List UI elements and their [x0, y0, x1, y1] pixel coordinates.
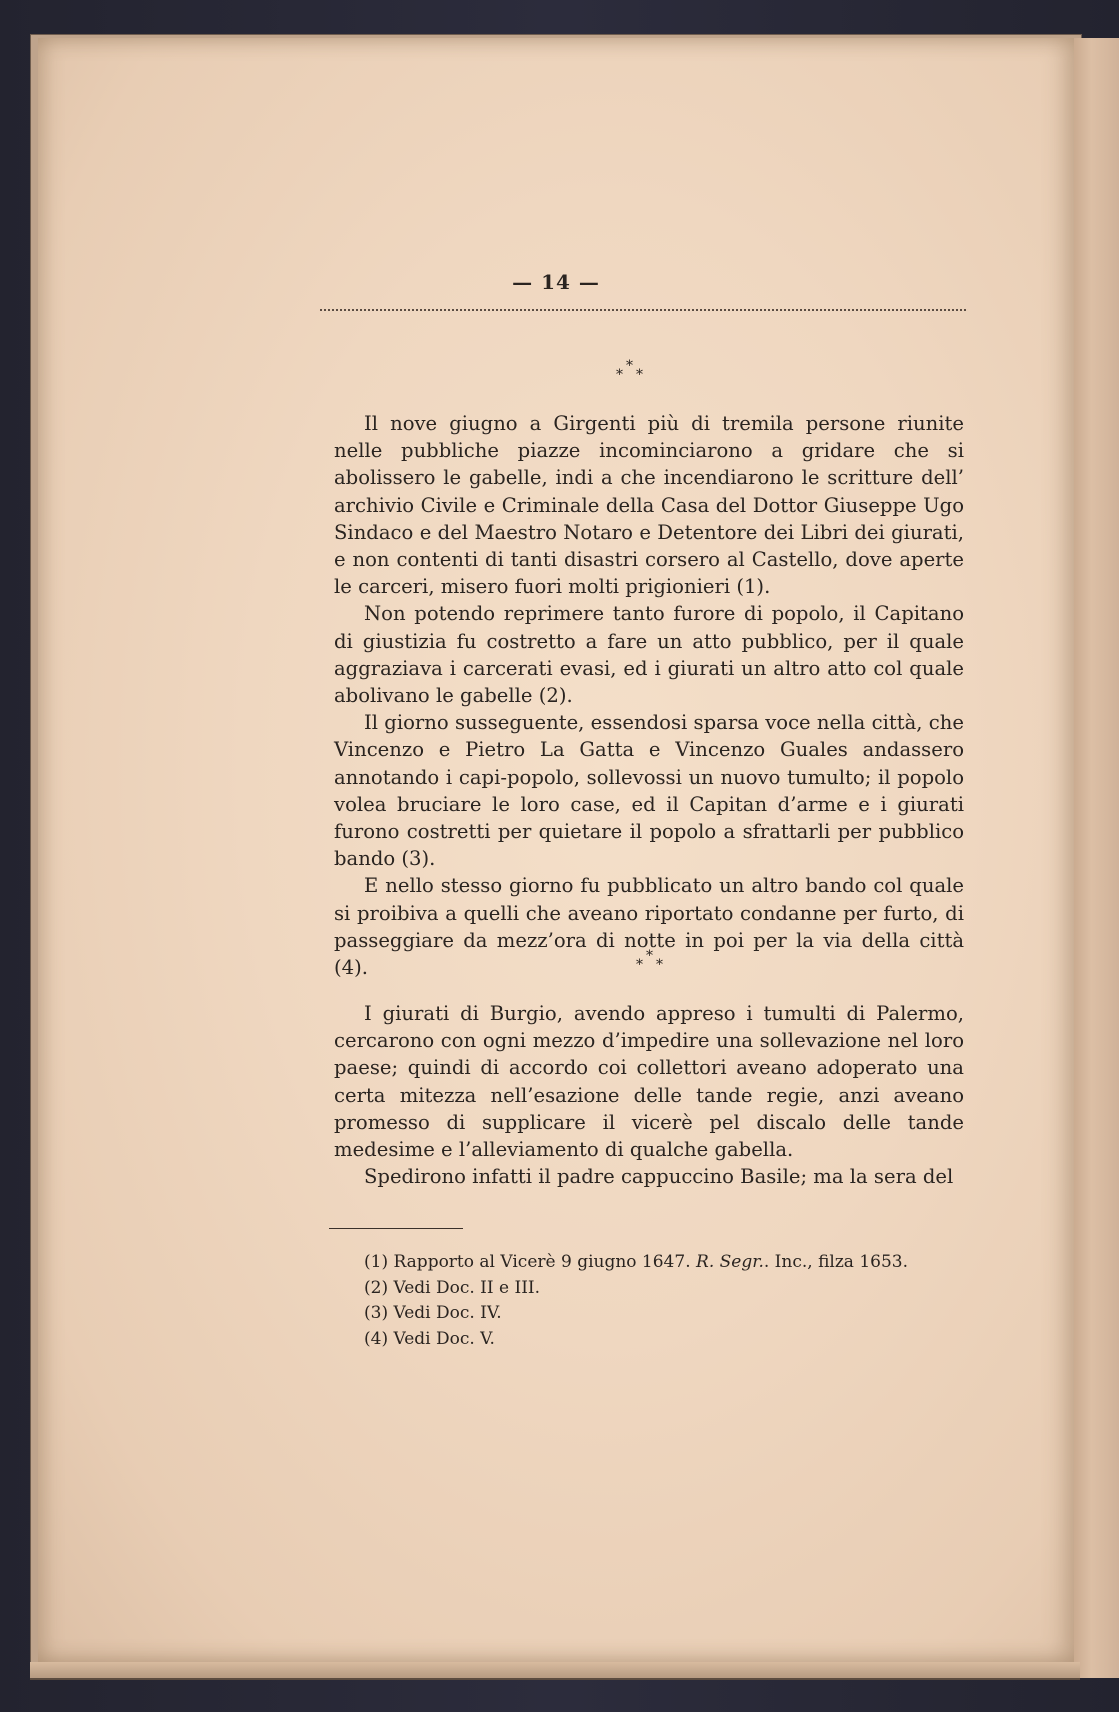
section-asterism	[636, 948, 676, 978]
section-2-text	[334, 1000, 964, 1190]
paragraph: Non potendo reprimere tanto furore di popolo, il Capitano di giustizia fu costretto a fare un atto pubblico, per il quale aggraziava i carcerati evasi, ed i giurati un altro atto col quale abolivano le gabelle (2).	[334, 602, 964, 708]
section-1-text	[334, 410, 964, 981]
paragraph: I giurati di Burgio, avendo appreso i tumulti di Palermo, cercarono con ogni mezzo d’impedire una sollevazione nel loro paese; quindi di accordo coi collettori aveano adoperato una certa mitezza nell’esazione delle tande regie, anzi aveano promesso di supplicare il vicerè pel discalo delle tande medesime e l’alleviamento di qualche gabella.	[334, 1002, 964, 1162]
footnotes	[364, 1250, 964, 1352]
footnote-2: (2) Vedi Doc. II e III.	[364, 1277, 541, 1298]
paragraph: E nello stesso giorno fu pubblicato un altro bando col quale si proibiva a quelli che aveano riportato condanne per furto, di passeggiare da mezz’ora di notte in poi per la via della città (4).	[334, 874, 964, 980]
book-page	[38, 38, 1074, 1662]
asterism-star: *	[616, 367, 623, 383]
header-dotted-rule	[320, 309, 966, 311]
asterism-star: *	[636, 367, 643, 383]
footnote-4: (4) Vedi Doc. V.	[364, 1328, 495, 1349]
footnote-1: (1) Rapporto al Vicerè 9 giugno 1647. R. Segr.. Inc., filza 1653.	[364, 1252, 909, 1272]
paragraph: Il nove giugno a Girgenti più di tremila persone riunite nelle pubbliche piazze incominciarono a gridare che si abolissero le gabelle, indi a che incendiarono le scritture dell’ archivio Civile e Criminale della Casa del Dottor Giuseppe Ugo Sindaco e del Maestro Notaro e Detentore dei Libri dei giurati, e non contenti di tanti disastri corsero al Castello, dove aperte le carceri, misero fuori molti prigionieri (1).	[334, 412, 964, 599]
paragraph: Il giorno susseguente, essendosi sparsa voce nella città, che Vincenzo e Pietro La Gatta e Vincenzo Guales andassero annotando i capi-popolo, sollevossi un nuovo tumulto; il popolo volea bruciare le loro case, ed il Capitan d’arme e i giurati furono costretti per quietare il popolo a sfrattarli per pubblico bando (3).	[334, 711, 964, 871]
page-number: — 14 —	[512, 270, 600, 294]
section-asterism	[616, 358, 656, 388]
paragraph: Spedirono infatti il padre cappuccino Basile; ma la sera del	[364, 1165, 954, 1189]
page-bottom-edge	[30, 1662, 1080, 1680]
next-page-edge	[1070, 38, 1119, 1678]
footnote-rule	[329, 1228, 463, 1229]
asterism-star: *	[626, 358, 633, 374]
asterism-star: *	[636, 957, 643, 973]
asterism-star: *	[656, 957, 663, 973]
footnote-3: (3) Vedi Doc. IV.	[364, 1303, 502, 1323]
asterism-star: *	[646, 948, 653, 964]
